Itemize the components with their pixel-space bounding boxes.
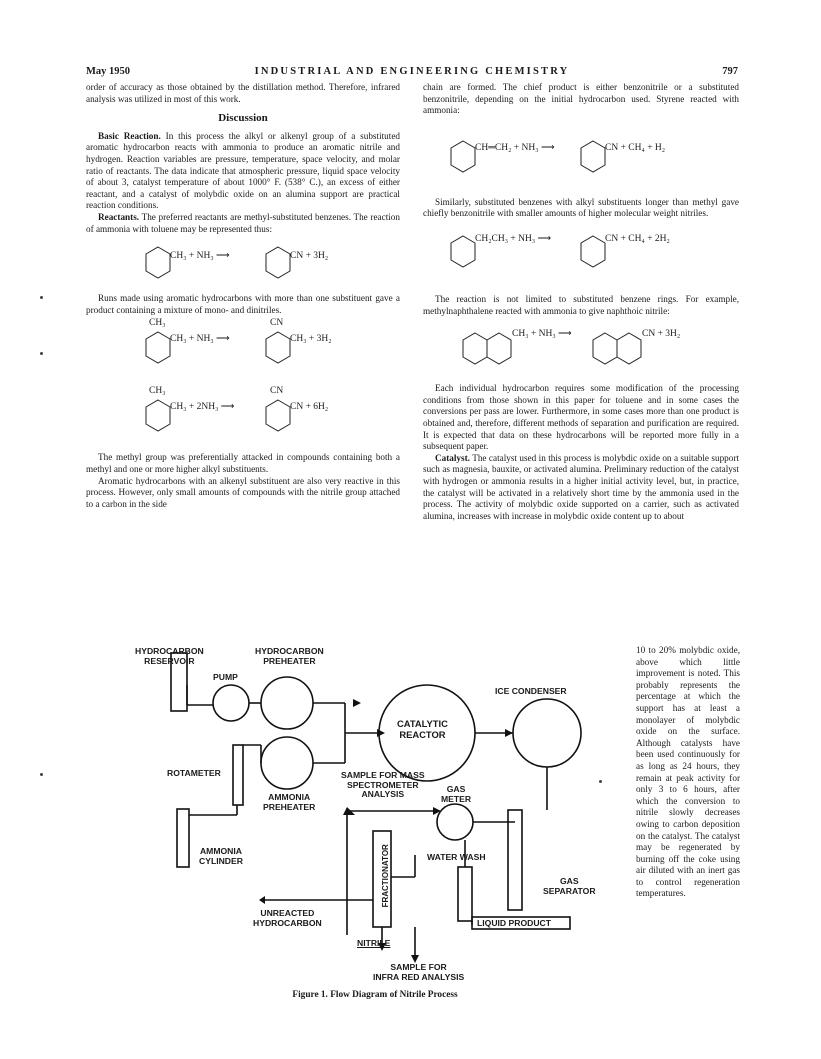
right-column [423, 82, 739, 522]
water-wash-vessel [458, 867, 472, 921]
benzene-ring-icons [423, 117, 739, 197]
paragraph: order of accuracy as those obtained by the distillation method. Therefore, infrared analysis was utilized in most of this work. [86, 82, 400, 104]
paragraph-text: In this process the alkyl or alkenyl group of a substituted aromatic hydrocarbon reacts with ammonia to produce an aromatic nitrile and hydrogen. Reaction variables are pressure, temperature, space velocity, and molar ratio of reactants. The data indicate that atmospheric pressure, liquid space velocity of about 3, catalyst temperature of about 1000° F. (538° C.), an excess of either reactant, and a catalyst of molybdic oxide on an alumina support are practical reaction conditions. [86, 130, 400, 211]
equation-reactants: CH₃ + NH₃ ⟶ [512, 329, 572, 340]
run-in-heading: Basic Reaction. [98, 130, 161, 141]
label-gas-meter: GAS METER [441, 784, 472, 804]
scan-speck [40, 352, 43, 355]
paragraph: The methyl group was preferentially attacked in compounds containing both a methyl and one or more higher alkyl substituents. [86, 452, 400, 474]
label-ice-condenser: ICE CONDENSER [495, 686, 567, 696]
label-hydrocarbon-preheater: HYDROCARBON PREHEATER [255, 646, 324, 666]
equation-reactants: CH₂CH₃ + NH₃ ⟶ [475, 233, 552, 244]
equation-products: CN + 3H₂ [642, 329, 681, 340]
substituent-top: CN [270, 386, 284, 397]
label-ammonia-cylinder: AMMONIA CYLINDER [199, 846, 243, 866]
narrow-column-text: 10 to 20% molybdic oxide, above which little improvement is noted. This probably represents the percentage at which the support has at least a monolayer of molybdic oxide on the surface. Although catalysts have been used continuously for as long as 24 hours, they remain at peak activity for only 3 to 6 hours, after which the conversion to nitrile slowly decreases owing to carbon deposition on the catalyst. The catalyst may be regenerated by burning off the coke using air diluted with an inert gas to control regeneration temperatures. [636, 645, 740, 899]
header-page-number: 797 [722, 66, 738, 77]
equation-reactants: CH═CH₂ + NH₃ ⟶ [475, 142, 555, 153]
label-pump: PUMP [213, 672, 238, 682]
equation-products: CN + CH₄ + H₂ [605, 142, 666, 153]
label-water-wash: WATER WASH [427, 852, 486, 862]
equation-xylene [86, 316, 400, 384]
run-in-heading: Catalyst. [435, 452, 470, 463]
paragraph-text: The preferred reactants are methyl-substituted benzenes. The reaction of ammonia with toluene may be represented thus: [86, 211, 400, 234]
label-sample-mass-spectrometer: SAMPLE FOR MASS SPECTROMETER ANALYSIS [341, 770, 425, 800]
paragraph-text: The catalyst used in this process is molybdic oxide on a suitable support such as magnesia, bauxite, or activated alumina. Preliminary reduction of the catalyst with hydrogen or ammonia results in a higher initial activity level, but, in practice, the catalyst will be activated in a relatively short time by the ammonia used in the process. The activity of molybdic oxide supported on a carrier, such as activated alumina, increases with increase in molybdic oxide content up to about [423, 452, 739, 521]
label-rotameter: ROTAMETER [167, 768, 221, 778]
label-ammonia-preheater: AMMONIA PREHEATER [263, 792, 316, 812]
equation-ethylbenzene [423, 220, 739, 294]
ammonia-preheater-circle [261, 737, 313, 789]
equation-products: CN + CH₄ + 2H₂ [605, 233, 670, 244]
paragraph-catalyst [423, 453, 739, 523]
substituent-top: CN [270, 318, 284, 329]
header-date: May 1950 [86, 66, 131, 77]
label-fractionator: FRACTIONATOR [380, 844, 390, 908]
naphthalene-ring-icons [423, 317, 739, 383]
equation-products: CN + 3H₂ [290, 251, 329, 262]
figure-caption: Figure 1. Flow Diagram of Nitrile Process [292, 990, 458, 1000]
equation-styrene [423, 117, 739, 197]
scan-speck [40, 773, 43, 776]
equation-products: CN + 6H₂ [290, 402, 329, 413]
run-in-heading: Reactants. [98, 211, 140, 222]
label-nitrile: NITRILE [357, 938, 391, 948]
equation-reactants: CH₃ + NH₃ ⟶ [170, 334, 230, 345]
paragraph: Runs made using aromatic hydrocarbons with more than one substituent gave a product containing a mixture of mono- and dinitriles. [86, 293, 400, 315]
running-header [86, 66, 738, 80]
benzene-ring-icons [423, 220, 739, 294]
paragraph-basic-reaction [86, 131, 400, 212]
benzene-ring-icons [86, 384, 400, 452]
substituent-top: CH₃ [149, 318, 166, 329]
left-column [86, 82, 400, 510]
hydrocarbon-preheater-circle [261, 677, 313, 729]
ammonia-cylinder [177, 809, 189, 867]
paragraph: Aromatic hydrocarbons with an alkenyl substituent are also very reactive in this process. However, only small amounts of compounds with the nitrile group attached to a carbon in the side [86, 475, 400, 509]
label-liquid-product: LIQUID PRODUCT [477, 918, 551, 928]
label-catalytic-reactor: CATALYTIC REACTOR [397, 718, 448, 740]
equation-dinitrile [86, 384, 400, 452]
equation-methylnaphthalene [423, 317, 739, 383]
paragraph-reactants [86, 212, 400, 235]
label-gas-separator: GAS SEPARATOR [543, 876, 596, 896]
pump-circle [213, 685, 249, 721]
header-journal: INDUSTRIAL AND ENGINEERING CHEMISTRY [254, 66, 570, 77]
label-hydrocarbon-reservoir: HYDROCARBON RESERVOIR [135, 646, 204, 666]
label-unreacted-hydrocarbon: UNREACTED HYDROCARBON [253, 908, 322, 928]
paragraph: Similarly, substituted benzenes with alkyl substituents longer than methyl gave chiefly benzonitrile with smaller amounts of higher molecular weight nitriles. [423, 196, 739, 219]
gas-separator-vessel [508, 810, 522, 910]
equation-products: CH₃ + 3H₂ [290, 334, 332, 345]
ice-condenser-circle [513, 699, 581, 767]
paragraph: chain are formed. The chief product is either benzonitrile or a substituted benzonitrile, depending on the initial hydrocarbon used. Styrene reacted with ammonia: [423, 82, 739, 116]
paragraph: The reaction is not limited to substituted benzene rings. For example, methylnaphthalene reacted with ammonia to give naphthoic nitrile: [423, 293, 739, 316]
rotameter-tube [233, 745, 243, 805]
benzene-ring-icons [86, 316, 400, 384]
label-sample-infrared: SAMPLE FOR INFRA RED ANALYSIS [373, 962, 465, 982]
equation-toluene [86, 235, 400, 293]
substituent-top: CH₃ [149, 386, 166, 397]
equation-reactants: CH₃ + NH₃ ⟶ [170, 251, 230, 262]
section-heading-discussion: Discussion [218, 112, 268, 125]
flow-diagram [115, 645, 635, 990]
gas-meter-circle [437, 804, 473, 840]
benzene-ring-icons [86, 235, 400, 293]
equation-reactants: CH₃ + 2NH₃ ⟶ [170, 402, 235, 413]
paragraph: Each individual hydrocarbon requires some modification of the processing conditions from those shown in this paper for toluene and in some cases the conversions per pass are lower. Furthermore, in some cases more than one product is obtained and, therefore, different methods of separation and purification are required. It is expected that data on these hydrocarbons will be reported more fully in a subsequent paper. [423, 383, 739, 452]
scan-speck [40, 296, 43, 299]
